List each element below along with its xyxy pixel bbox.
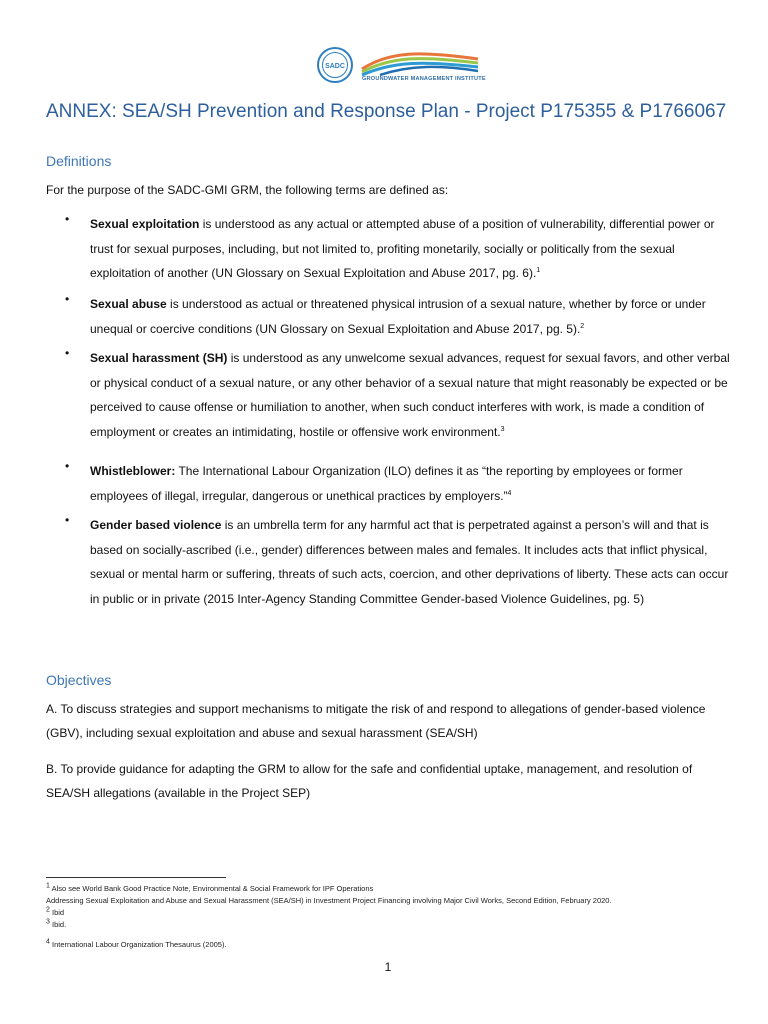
- objectives-heading: Objectives: [46, 672, 112, 688]
- sadc-gmi-logo: [316, 46, 486, 86]
- footnote-mark: 3: [46, 918, 50, 926]
- seal-text: SADC: [325, 63, 345, 70]
- definition-item: [90, 513, 730, 611]
- footnote-2: [46, 907, 746, 918]
- page-number: 1: [384, 960, 392, 974]
- sadc-seal-icon: [316, 46, 354, 84]
- definition-term: Sexual abuse: [90, 297, 167, 311]
- definition-item: [90, 212, 730, 286]
- footnote-text: International Labour Organization Thesaurus (2005).: [49, 940, 227, 949]
- bullet-icon: •: [65, 212, 70, 226]
- footnote-1-continued: Addressing Sexual Exploitation and Abuse and Sexual Harassment (SEA/SH) in Investment Project Financing involving Major Civil Works, Second Edition, February 2020.: [46, 896, 612, 905]
- page-title: ANNEX: SEA/SH Prevention and Response Plan - Project P175355 & P1766067: [46, 101, 727, 122]
- bullet-icon: •: [65, 513, 70, 527]
- waves-icon: [360, 47, 480, 77]
- footnote-ref: 4: [507, 489, 512, 497]
- definition-text: The International Labour Organization (ILO) defines it as “the reporting by employees or former employees of illegal, irregular, dangerous or unethical practices by employers.”: [90, 464, 683, 503]
- definitions-heading: Definitions: [46, 153, 112, 169]
- footnote-4: [46, 939, 746, 950]
- definition-text: is understood as actual or threatened physical intrusion of a sexual nature, whether by force or under unequal or coercive conditions (UN Glossary on Sexual Exploitation and Abuse 2017, pg. 5).: [90, 297, 706, 336]
- definition-item: [90, 346, 730, 444]
- footnote-ref: 3: [500, 425, 505, 433]
- bullet-icon: •: [65, 292, 70, 306]
- footnote-ref: 1: [536, 267, 541, 274]
- definition-term: Sexual harassment (SH): [90, 351, 228, 365]
- footnote-ref: 2: [580, 322, 585, 330]
- objective-a: A. To discuss strategies and support mechanisms to mitigate the risk of and respond to allegations of gender-based violence (GBV), including sexual exploitation and abuse and sexual harassment (SEA/SH): [46, 702, 706, 740]
- definition-term: Whistleblower:: [90, 464, 176, 478]
- footnote-text: Ibid.: [49, 920, 67, 929]
- footnote-divider: [46, 877, 226, 878]
- definitions-intro: For the purpose of the SADC-GMI GRM, the following terms are defined as:: [46, 183, 449, 197]
- bullet-icon: •: [65, 346, 70, 360]
- footnote-3: [46, 919, 746, 930]
- definition-text: is an umbrella term for any harmful act that is perpetrated against a person’s will and that is based on socially-ascribed (i.e., gender) differences between males and females. It includes acts that inflict physical, sexual or mental harm or suffering, threats of such acts, coercion, and other deprivations of liberty. These acts can occur in public or in private (2015 Inter-Agency Standing Committee Gender-based Violence Guidelines, pg. 5): [90, 518, 729, 606]
- footnote-text: Ibid: [49, 908, 65, 917]
- definition-text: is understood as any actual or attempted abuse of a position of vulnerability, differential power or trust for sexual purposes, including, but not limited to, profiting monetarily, socially or politically from the sexual exploitation of another (UN Glossary on Sexual Exploitation and Abuse 2017, pg. 6).: [90, 217, 715, 280]
- footnote-1: [46, 883, 746, 894]
- footnote-mark: 4: [46, 938, 50, 946]
- definition-term: Gender based violence: [90, 518, 222, 532]
- definition-term: Sexual exploitation: [90, 217, 200, 231]
- footnote-mark: 2: [46, 906, 50, 914]
- footnote-text: Also see World Bank Good Practice Note, Environmental & Social Framework for IPF Operations: [49, 884, 374, 893]
- definition-item: [90, 292, 730, 341]
- bullet-icon: •: [65, 459, 70, 473]
- definition-text: is understood as any unwelcome sexual advances, request for sexual favors, and other verbal or physical conduct of a sexual nature, or any other behavior of a sexual nature that might reasonably be expected or be perceived to cause offense or humiliation to another, when such conduct interferes with work, is made a condition of employment or creates an intimidating, hostile or offensive work environment.: [90, 351, 730, 439]
- logo-text: GROUNDWATER MANAGEMENT INSTITUTE: [362, 76, 486, 82]
- objective-b: B. To provide guidance for adapting the GRM to allow for the safe and confidential uptake, management, and resolution of SEA/SH allegations (available in the Project SEP): [46, 762, 693, 800]
- definition-item: [90, 459, 730, 508]
- footnote-mark: 1: [46, 882, 50, 890]
